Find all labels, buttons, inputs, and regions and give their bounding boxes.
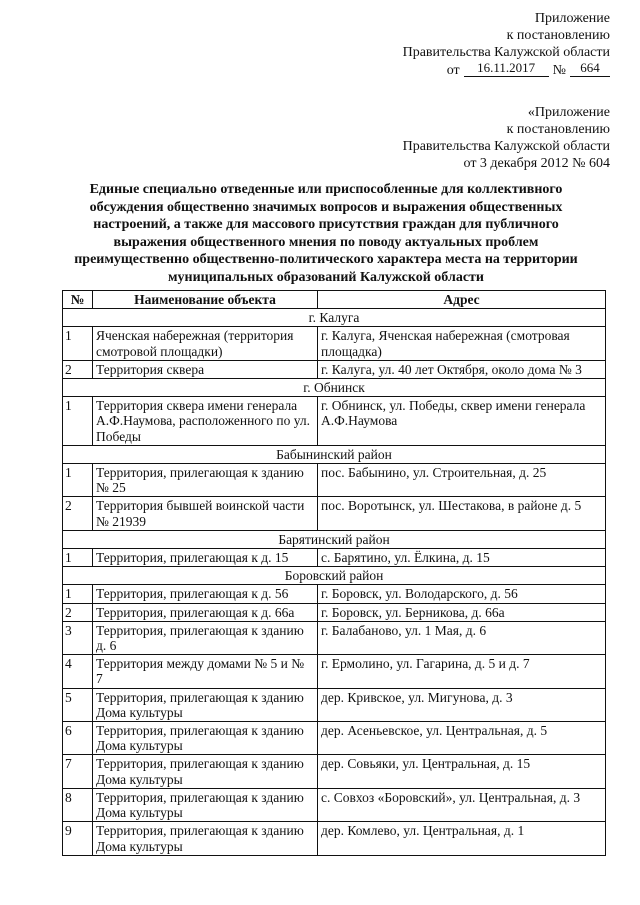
table-row [63,822,606,855]
row-name: Территория, прилегающая к зданию Дома культуры [93,722,318,755]
table-row [63,688,606,721]
table-row [63,621,606,654]
resolution-number: 664 [570,59,610,77]
row-name: Территория, прилегающая к зданию Дома культуры [93,755,318,788]
district-kaluga: г. Калуга [63,309,606,327]
district-borovsk: Боровский район [63,567,606,585]
row-number: 2 [63,497,93,530]
row-number: 1 [63,549,93,567]
table-row [63,549,606,567]
row-address: дер. Комлево, ул. Центральная, д. 1 [318,822,606,855]
table-row [63,397,606,446]
row-address: пос. Бабынино, ул. Строительная, д. 25 [318,464,606,497]
date-line [447,61,610,79]
row-name: Территория, прилегающая к д. 66а [93,603,318,621]
document-title: Единые специально отведенные или приспособленные для коллективного обсуждения общественно значимых вопросов и выражения общественных настроений, а также для массового присутствия граждан для публичного выражения общественного мнения по поводу актуальных проблем преимущественно общественно-политического характера места на территории муниципальных образований Калужской области [74,182,578,285]
original-government-label: Правительства Калужской области [402,139,610,154]
row-name: Территория бывшей воинской части № 21939 [93,497,318,530]
row-number: 4 [63,655,93,688]
row-number: 1 [63,585,93,603]
original-appendix-header [403,104,610,172]
row-number: 1 [63,327,93,360]
row-name: Территория, прилегающая к зданию Дома культуры [93,788,318,821]
row-name: Территория, прилегающая к зданию Дома культуры [93,688,318,721]
row-name: Территория, прилегающая к зданию Дома культуры [93,822,318,855]
row-number: 1 [63,464,93,497]
row-number: 1 [63,397,93,446]
from-label: от [446,63,460,78]
row-address: г. Балабаново, ул. 1 Мая, д. 6 [318,621,606,654]
district-baryatino: Барятинский район [63,530,606,548]
table-row [63,360,606,378]
table-row [63,327,606,360]
resolution-date: 16.11.2017 [464,59,549,77]
district-babynino: Бабынинский район [63,445,606,463]
row-name: Территория между домами № 5 и № 7 [93,655,318,688]
row-name: Территория, прилегающая к д. 56 [93,585,318,603]
table-row [63,755,606,788]
table-row [63,603,606,621]
table-row [63,497,606,530]
table-row [63,722,606,755]
row-number: 7 [63,755,93,788]
original-appendix-label: «Приложение [527,105,610,120]
table-row [63,464,606,497]
resolution-label: к постановлению [506,28,610,43]
number-label: № [552,63,566,78]
row-name: Территория сквера [93,360,318,378]
appendix-label: Приложение [534,11,610,26]
row-address: г. Калуга, ул. 40 лет Октября, около дома № 3 [318,360,606,378]
table-header-row [63,291,606,309]
row-name: Яченская набережная (территория смотровой площадки) [93,327,318,360]
row-address: г. Боровск, ул. Володарского, д. 56 [318,585,606,603]
row-name: Территория, прилегающая к д. 15 [93,549,318,567]
header-name: Наименование объекта [93,291,318,309]
table-row [63,788,606,821]
header-number: № [63,291,93,309]
locations-table [62,290,606,856]
row-name: Территория, прилегающая к зданию д. 6 [93,621,318,654]
row-number: 2 [63,603,93,621]
row-number: 2 [63,360,93,378]
row-name: Территория сквера имени генерала А.Ф.Наумова, расположенного по ул. Победы [93,397,318,446]
header-address: Адрес [318,291,606,309]
row-address: г. Боровск, ул. Берникова, д. 66а [318,603,606,621]
row-number: 3 [63,621,93,654]
row-address: дер. Асеньевское, ул. Центральная, д. 5 [318,722,606,755]
row-address: с. Барятино, ул. Ёлкина, д. 15 [318,549,606,567]
row-name: Территория, прилегающая к зданию № 25 [93,464,318,497]
row-number: 8 [63,788,93,821]
row-address: г. Обнинск, ул. Победы, сквер имени генерала А.Ф.Наумова [318,397,606,446]
original-date-line: от 3 декабря 2012 № 604 [463,156,610,171]
row-number: 5 [63,688,93,721]
row-address: г. Калуга, Яченская набережная (смотровая площадка) [318,327,606,360]
row-address: пос. Воротынск, ул. Шестакова, в районе д. 5 [318,497,606,530]
table-row [63,585,606,603]
original-resolution-label: к постановлению [506,122,610,137]
table-row [63,655,606,688]
district-obninsk: г. Обнинск [63,379,606,397]
row-address: дер. Совьяки, ул. Центральная, д. 15 [318,755,606,788]
appendix-header [403,10,610,79]
row-address: г. Ермолино, ул. Гагарина, д. 5 и д. 7 [318,655,606,688]
row-address: дер. Кривское, ул. Мигунова, д. 3 [318,688,606,721]
row-number: 9 [63,822,93,855]
row-number: 6 [63,722,93,755]
row-address: с. Совхоз «Боровский», ул. Центральная, д. 3 [318,788,606,821]
government-label: Правительства Калужской области [402,45,610,60]
